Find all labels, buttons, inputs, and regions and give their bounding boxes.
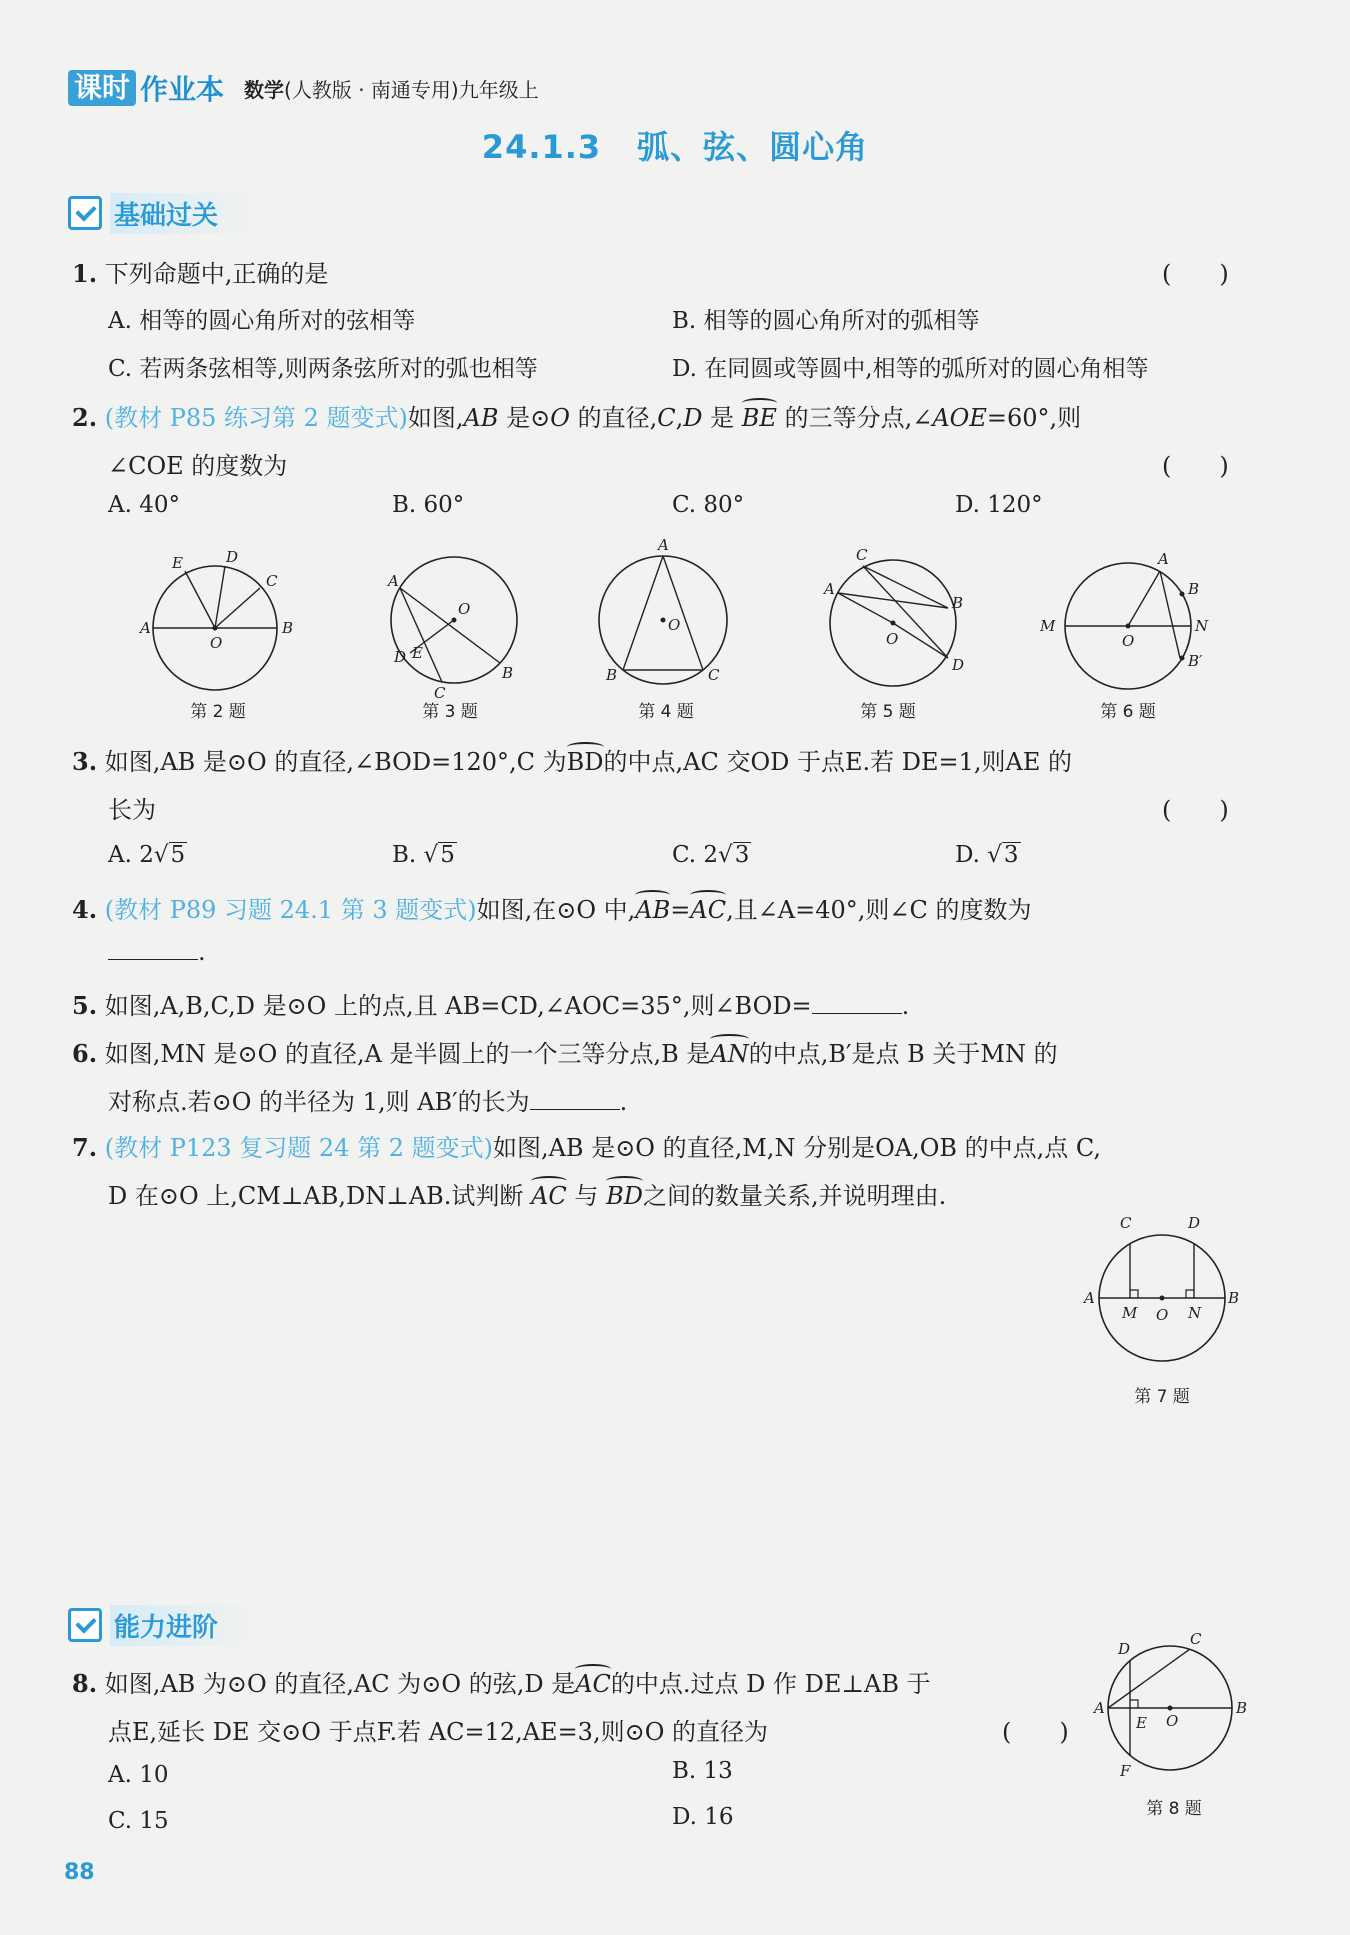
svg-text:A: A — [658, 536, 669, 554]
q2-stem-line2: ∠COE 的度数为 — [108, 452, 288, 480]
q1-option-c: C. 若两条弦相等,则两条弦所对的弧也相等 — [108, 356, 538, 382]
page-number: 88 — [64, 1860, 95, 1885]
pencil-icon — [68, 1608, 102, 1642]
q1-option-d: D. 在同圆或等圆中,相等的弧所对的圆心角相等 — [672, 356, 1149, 382]
svg-text:A: A — [140, 619, 151, 637]
logo-text: 作业本 — [140, 73, 225, 106]
svg-text:N: N — [1195, 617, 1209, 635]
q3-option-a: A. 2√5 — [108, 842, 186, 868]
svg-text:E: E — [1136, 1714, 1147, 1732]
q8-option-c: C. 15 — [108, 1808, 169, 1834]
caption-figure-5: 第 5 题 — [860, 702, 916, 722]
q2-stem: 2. (教材 P85 练习第 2 题变式)如图,AB 是⊙O 的直径,C,D 是 BE 的三等分点,∠AOE=60°,则 — [72, 403, 1082, 432]
q1-stem: 1. 下列命题中,正确的是 — [72, 259, 329, 288]
figure-4 — [588, 532, 748, 697]
caption-figure-8: 第 8 题 — [1146, 1799, 1202, 1819]
q8-option-a: A. 10 — [108, 1762, 169, 1788]
q5-answer-blank[interactable] — [812, 993, 902, 1014]
svg-text:F: F — [1120, 1762, 1131, 1780]
svg-text:A: A — [1094, 1699, 1105, 1717]
check-icon — [68, 196, 102, 230]
q2-option-a: A. 40° — [108, 492, 180, 518]
section-basic: 基础过关 — [68, 194, 258, 232]
q5-stem: 5. 如图,A,B,C,D 是⊙O 上的点,且 AB=CD,∠AOC=35°,则∠BOD= . — [72, 991, 910, 1020]
svg-text:B: B — [606, 666, 618, 684]
q8-option-b: B. 13 — [672, 1758, 733, 1784]
q7-stem-line2: D 在⊙O 上,CM⊥AB,DN⊥AB.试判断 AC 与 BD之间的数量关系,并说明理由. — [108, 1182, 947, 1210]
q6-stem: 6. 如图,MN 是⊙O 的直径,A 是半圆上的一个三等分点,B 是AN的中点,B′是点 B 关于MN 的 — [72, 1039, 1058, 1068]
q1-option-b: B. 相等的圆心角所对的弧相等 — [672, 308, 980, 334]
svg-text:C: C — [708, 666, 720, 684]
q2-answer-paren[interactable]: ( ) — [1162, 452, 1229, 480]
svg-text:C: C — [266, 572, 278, 590]
lesson-title: 24.1.3 弧、弦、圆心角 — [481, 128, 869, 166]
q6-answer-blank[interactable] — [530, 1089, 620, 1110]
svg-text:B: B — [1188, 580, 1200, 598]
q1-answer-paren[interactable]: ( ) — [1162, 260, 1229, 288]
svg-text:B′: B′ — [1188, 652, 1203, 670]
q4-stem: 4. (教材 P89 习题 24.1 第 3 题变式)如图,在⊙O 中,AB=AC,且∠A=40°,则∠C 的度数为 — [72, 895, 1032, 924]
q3-stem-line2: 长为 — [108, 796, 156, 824]
q1-option-a: A. 相等的圆心角所对的弦相等 — [108, 308, 416, 334]
caption-figure-3: 第 3 题 — [422, 702, 478, 722]
q3-stem: 3. 如图,AB 是⊙O 的直径,∠BOD=120°,C 为BD的中点,AC 交OD 于点E.若 DE=1,则AE 的 — [72, 747, 1073, 776]
svg-text:O: O — [1122, 632, 1135, 650]
svg-text:A: A — [1084, 1289, 1095, 1307]
svg-text:O: O — [210, 634, 223, 652]
svg-text:B: B — [1236, 1699, 1248, 1717]
svg-text:M: M — [1122, 1304, 1138, 1322]
figure-3 — [372, 538, 532, 698]
figure-6 — [1040, 538, 1220, 698]
svg-text:E: E — [172, 554, 183, 572]
svg-text:O: O — [668, 616, 681, 634]
q2-option-c: C. 80° — [672, 492, 745, 518]
book-subtitle: 数学(人教版 · 南通专用)九年级上 — [244, 77, 539, 102]
svg-text:O: O — [458, 600, 471, 618]
figure-2 — [130, 538, 300, 698]
svg-text:B: B — [952, 594, 964, 612]
caption-figure-6: 第 6 题 — [1100, 702, 1156, 722]
q3-option-c: C. 2√3 — [672, 842, 750, 868]
svg-text:D: D — [1118, 1640, 1131, 1658]
svg-text:O: O — [1156, 1306, 1169, 1324]
q3-answer-paren[interactable]: ( ) — [1162, 796, 1229, 824]
svg-text:O: O — [1166, 1712, 1179, 1730]
q6-stem-line2: 对称点.若⊙O 的半径为 1,则 AB′的长为 . — [108, 1088, 628, 1116]
caption-figure-7: 第 7 题 — [1134, 1387, 1190, 1407]
svg-text:D: D — [226, 548, 239, 566]
q8-answer-paren[interactable]: ( ) — [1002, 1718, 1069, 1746]
figure-7 — [1070, 1210, 1250, 1370]
svg-text:C: C — [1120, 1214, 1132, 1232]
logo-badge: 课时 — [68, 70, 136, 106]
q3-option-b: B. √5 — [392, 842, 455, 868]
svg-text:C: C — [1190, 1630, 1202, 1648]
q8-stem-line2: 点E,延长 DE 交⊙O 于点F.若 AC=12,AE=3,则⊙O 的直径为 — [108, 1718, 768, 1746]
svg-text:O: O — [886, 630, 899, 648]
svg-text:E: E — [412, 644, 423, 662]
svg-text:N: N — [1188, 1304, 1202, 1322]
q4-answer-blank[interactable]: . — [108, 938, 206, 966]
q3-option-d: D. √3 — [955, 842, 1019, 868]
svg-text:B: B — [502, 664, 514, 682]
svg-text:D: D — [1188, 1214, 1201, 1232]
svg-text:A: A — [824, 580, 835, 598]
caption-figure-2: 第 2 题 — [190, 702, 246, 722]
svg-text:D: D — [394, 648, 407, 666]
q2-option-b: B. 60° — [392, 492, 465, 518]
q7-stem: 7. (教材 P123 复习题 24 第 2 题变式)如图,AB 是⊙O 的直径,M,N 分别是OA,OB 的中点,点 C, — [72, 1133, 1102, 1162]
svg-text:C: C — [856, 546, 868, 564]
q8-stem: 8. 如图,AB 为⊙O 的直径,AC 为⊙O 的弦,D 是AC的中点.过点 D 作 DE⊥AB 于 — [72, 1669, 931, 1698]
svg-text:M: M — [1040, 617, 1056, 635]
figure-5 — [808, 538, 978, 698]
section-advanced: 能力进阶 — [68, 1606, 258, 1644]
q2-option-d: D. 120° — [955, 492, 1043, 518]
book-header — [68, 68, 539, 108]
svg-text:A: A — [1158, 550, 1169, 568]
q8-option-d: D. 16 — [672, 1804, 734, 1830]
svg-text:A: A — [388, 572, 399, 590]
figure-8 — [1090, 1628, 1260, 1788]
caption-figure-4: 第 4 题 — [638, 702, 694, 722]
svg-text:C: C — [434, 684, 446, 698]
svg-text:B: B — [282, 619, 294, 637]
svg-text:B: B — [1228, 1289, 1240, 1307]
svg-text:D: D — [952, 656, 965, 674]
